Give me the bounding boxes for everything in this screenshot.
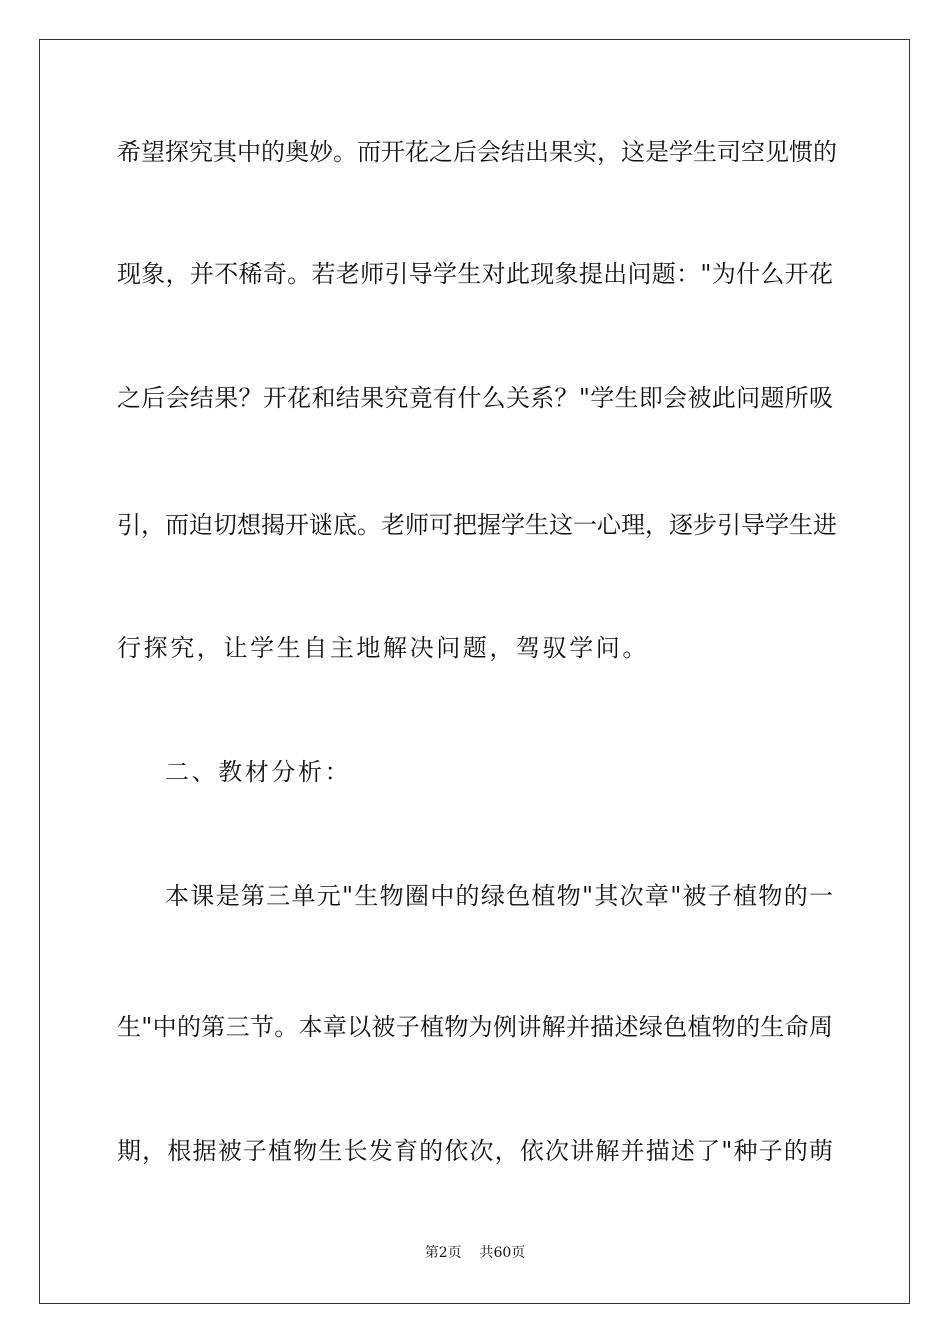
body-line-4: 引，而迫切想揭开谜底。老师可把握学生这一心理，逐步引导学生进 xyxy=(117,511,837,539)
section-heading: 二、教材分析： xyxy=(165,758,352,786)
body-line-7: 本课是第三单元"生物圈中的绿色植物"其次章"被子植物的一 xyxy=(165,882,833,910)
body-line-8: 生"中的第三节。本章以被子植物为例讲解并描述绿色植物的生命周 xyxy=(117,1013,833,1041)
page-border xyxy=(39,39,910,1304)
body-line-2: 现象，并不稀奇。若老师引导学生对此现象提出问题："为什么开花 xyxy=(117,260,833,288)
body-line-1: 希望探究其中的奥妙。而开花之后会结出果实，这是学生司空见惯的 xyxy=(117,138,837,166)
body-line-5: 行探究，让学生自主地解决问题，驾驭学问。 xyxy=(117,634,649,662)
page-number-footer: 第2页 共60页 xyxy=(424,1245,526,1261)
body-line-3: 之后会结果？开花和结果究竟有什么关系？"学生即会被此问题所吸 xyxy=(117,384,833,412)
body-line-9: 期，根据被子植物生长发育的依次，依次讲解并描述了"种子的萌 xyxy=(117,1137,833,1165)
